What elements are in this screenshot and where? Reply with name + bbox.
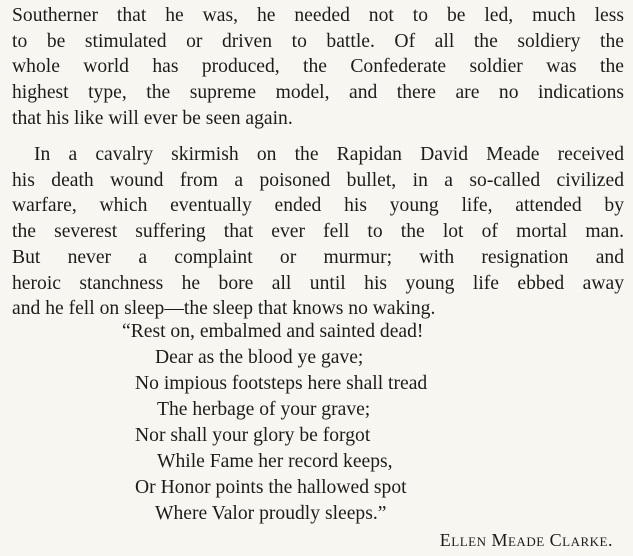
signature: Ellen Meade Clarke.	[439, 530, 613, 550]
paragraph-1	[12, 3, 624, 132]
text-line: to be stimulated or driven to battle. Of all the soldiery the	[12, 30, 624, 52]
poem-line: The herbage of your grave;	[157, 399, 371, 420]
text-line: and he fell on sleep—the sleep that knows no waking.	[12, 298, 436, 320]
text-line: his death wound from a poisoned bullet, in a so-called civilized	[12, 169, 624, 191]
poem-line: Or Honor points the hallowed spot	[135, 477, 407, 498]
text-line: warfare, which eventually ended his young life, attended by	[12, 195, 624, 217]
text-line: heroic stanchness he bore all until his young life ebbed away	[12, 272, 624, 294]
text-line: highest type, the supreme model, and there are no indications	[12, 82, 624, 104]
text-line: the severest suffering that ever fell to the lot of mortal man.	[12, 221, 624, 243]
text-line: But never a complaint or murmur; with resignation and	[12, 246, 624, 268]
poem-line: Dear as the blood ye gave;	[155, 347, 364, 368]
paragraph-2	[12, 142, 624, 322]
poem-line: Where Valor proudly sleeps.”	[155, 503, 387, 524]
text-line: whole world has produced, the Confederate soldier was the	[12, 56, 624, 78]
poem-line: Nor shall your glory be forgot	[135, 425, 371, 446]
poem-line: “Rest on, embalmed and sainted dead!	[122, 321, 424, 342]
poem-line: No impious footsteps here shall tread	[135, 373, 428, 394]
poem-line: While Fame her record keeps,	[157, 451, 393, 472]
text-line: In a cavalry skirmish on the Rapidan David Meade received	[34, 144, 624, 165]
text-line: that his like will ever be seen again.	[12, 107, 293, 129]
text-line: Southerner that he was, he needed not to be led, much less	[12, 5, 624, 26]
